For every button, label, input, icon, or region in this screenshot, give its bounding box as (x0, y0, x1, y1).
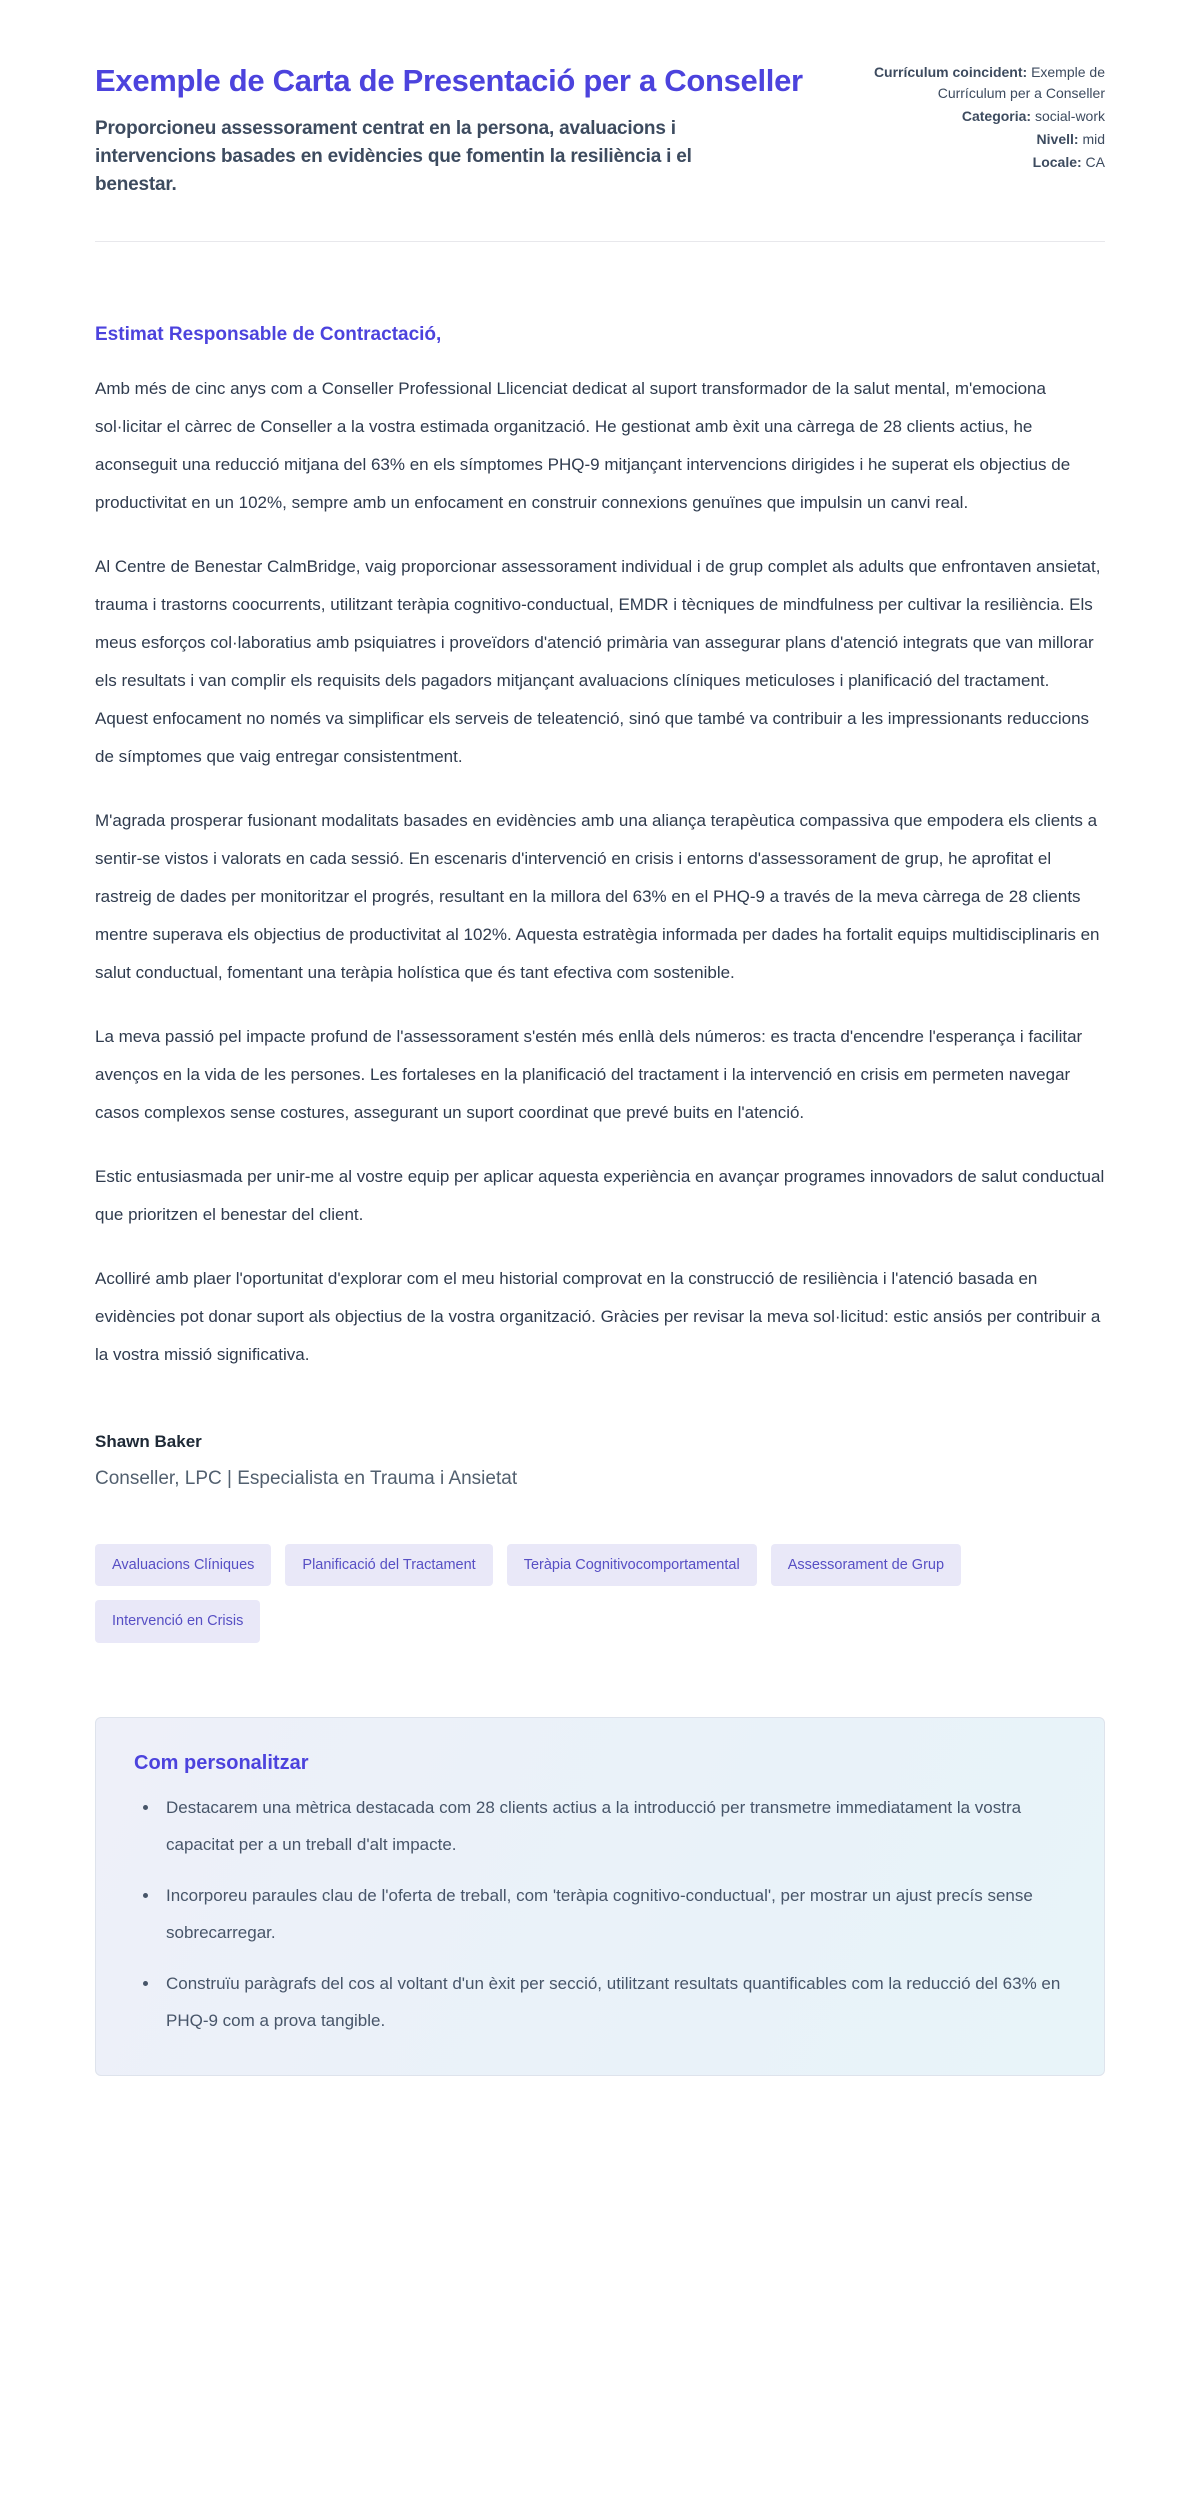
meta-locale-value: CA (1085, 154, 1105, 170)
page-header (95, 58, 1105, 199)
skill-tag: Assessorament de Grup (771, 1544, 961, 1587)
letter-paragraph: M'agrada prosperar fusionant modalitats basades en evidències amb una aliança terapèutica compassiva que empodera els clients a sentir-se vistos i valorats en cada sessió. En escenaris d'intervenció en crisis i entorns d'assessorament de grup, he aprofitat el rastreig de dades per monitoritzar el progrés, resultant en la millora del 63% en el PHQ-9 a través de la meva càrrega de 28 clients mentre superava els objectius de productivitat al 102%. Aquesta estratègia informada per dades ha fortalit equips multidisciplinaris en salut conductual, fomentant una teràpia holística que és tant efectiva com sostenible. (95, 810, 1100, 982)
page-subtitle: Proporcioneu assessorament centrat en la persona, avaluacions i intervencions basades en evidències que fomentin la resiliència i el benestar. (95, 117, 692, 195)
meta-resume-match-value: Exemple de Currículum per a Conseller (937, 64, 1105, 101)
meta-category (865, 106, 1105, 127)
letter-paragraph: Estic entusiasmada per unir-me al vostre equip per aplicar aquesta experiència en avançar programes innovadors de salut conductual que prioritzen el benestar del client. (95, 1166, 1105, 1224)
letter-signature (95, 1432, 1105, 1490)
letter-paragraph: La meva passió pel impacte profund de l'assessorament s'estén més enllà dels números: es tracta d'encendre l'esperança i facilitar avenços en la vida de les persones. Les fortaleses en la planificació del tractament i la intervenció en crisis em permeten navegar casos complexos sense costures, assegurant un suport coordinat que prevé buits en l'atenció. (95, 1026, 1083, 1122)
skill-tag: Avaluacions Clíniques (95, 1544, 271, 1587)
meta-level-value: mid (1082, 131, 1105, 147)
signature-name: Shawn Baker (95, 1431, 202, 1451)
letter-greeting: Estimat Responsable de Contractació, (95, 323, 442, 345)
customize-tip-item: • Construïu paràgrafs del cos al voltant d'un èxit per secció, utilitzant resultats quantificables com la reducció del 63% en PHQ-9 com a prova tangible. (160, 1965, 1066, 2039)
meta-level-label: Nivell: (1036, 131, 1083, 147)
header-divider (95, 241, 1105, 242)
header-titles (95, 58, 840, 199)
letter-body (95, 324, 1105, 1374)
page-title: Exemple de Carta de Presentació per a Conseller (95, 63, 803, 98)
document-meta (865, 58, 1105, 175)
meta-resume-match (865, 62, 1105, 104)
cover-letter-page (95, 0, 1105, 2146)
letter-paragraph: Al Centre de Benestar CalmBridge, vaig proporcionar assessorament individual i de grup complet als adults que enfrontaven ansietat, trauma i trastorns coocurrents, utilitzant teràpia cognitivo-conductual, EMDR i tècniques de mindfulness per cultivar la resiliència. Els meus esforços col·laboratius amb psiquiatres i proveïdors d'atenció primària van assegurar plans d'atenció integrats que van millorar els resultats i van complir els requisits dels pagadors mitjançant avaluacions clíniques meticuloses i planificació del tractament. Aquest enfocament no només va simplificar els serveis de teleatenció, sinó que també va contribuir a les impressionants reduccions de símptomes que vaig entregar consistentment. (95, 556, 1101, 766)
customize-tip-item: • Incorporeu paraules clau de l'oferta de treball, com 'teràpia cognitivo-conductual', per mostrar un ajust precís sense sobrecarregar. (160, 1877, 1066, 1951)
meta-level (865, 129, 1105, 150)
meta-category-value: social-work (1034, 108, 1105, 124)
customize-tips-box (95, 1717, 1105, 2076)
letter-paragraph: Amb més de cinc anys com a Conseller Professional Llicenciat dedicat al suport transformador de la salut mental, m'emociona sol·licitar el càrrec de Conseller a la vostra estimada organització. He gestionat amb èxit una càrrega de 28 clients actius, he aconseguit una reducció mitjana del 63% en els símptomes PHQ-9 mitjançant intervencions dirigides i he superat els objectius de productivitat en un 102%, sempre amb un enfocament en construir connexions genuïnes que impulsin un canvi real. (95, 378, 1071, 512)
meta-resume-match-label: Currículum coincident: (873, 64, 1032, 80)
meta-locale-label: Locale: (1032, 154, 1086, 170)
customize-tips-heading: Com personalitzar (134, 1751, 309, 1774)
customize-tip-item: • Destacarem una mètrica destacada com 28 clients actius a la introducció per transmetre immediatament la vostra capacitat per a un treball d'alt impacte. (160, 1789, 1066, 1863)
meta-locale (865, 152, 1105, 173)
skill-tag: Intervenció en Crisis (95, 1600, 260, 1643)
skill-tag: Planificació del Tractament (285, 1544, 492, 1587)
signature-role: Conseller, LPC | Especialista en Trauma i Ansietat (95, 1467, 518, 1489)
customize-tips-list (134, 1789, 1066, 2039)
letter-paragraph: Acolliré amb plaer l'oportunitat d'explorar com el meu historial comprovat en la construcció de resiliència i l'atenció basada en evidències pot donar suport als objectius de la vostra organització. Gràcies per revisar la meva sol·licitud: estic ansiós per contribuir a la vostra missió significativa. (95, 1268, 1101, 1364)
skill-tags (95, 1544, 1055, 1643)
meta-category-label: Categoria: (961, 108, 1035, 124)
skill-tag: Teràpia Cognitivocomportamental (507, 1544, 757, 1587)
